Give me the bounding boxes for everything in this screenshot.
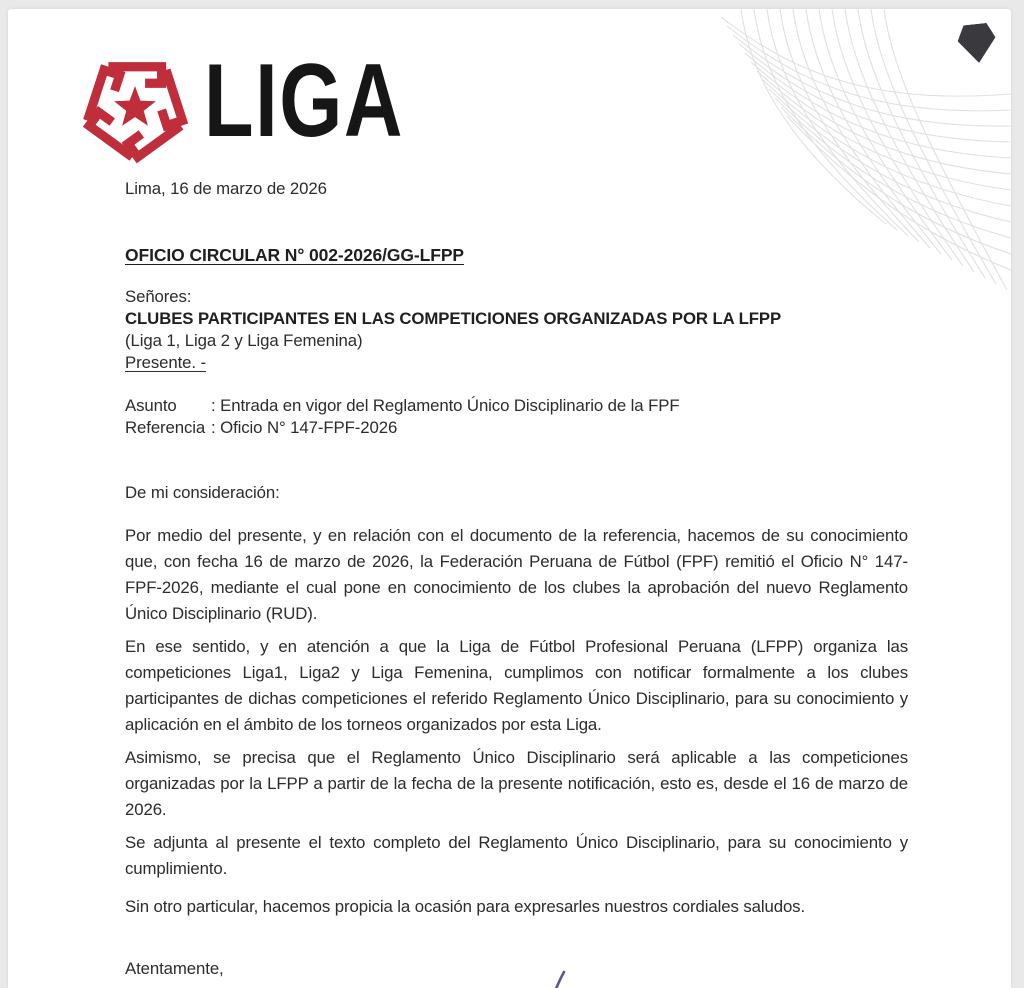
greeting-line: De mi consideración: [125, 483, 280, 502]
asunto-label: Asunto [125, 396, 177, 415]
signature-stroke [544, 959, 584, 988]
body-paragraph: En ese sentido, y en atención a que la Liga de Fútbol Profesional Peruana (LFPP) organiza las competiciones Liga1, Liga2 y Liga Femenina, cumplimos con notificar formalmente a los clubes participantes de dichas competiciones el referido Reglamento Único Disciplinario, para su conocimiento y aplicación en el ámbito de los torneos organizados por esta Liga. [125, 637, 908, 734]
date-line: Lima, 16 de marzo de 2026 [125, 179, 327, 198]
letter-content [125, 9, 908, 982]
asunto-row [125, 395, 908, 417]
logo-wordmark: LIGA [204, 43, 405, 159]
closing-line: Atentamente, [125, 959, 224, 978]
asunto-value: : Entrada en vigor del Reglamento Único Disciplinario de la FPF [211, 396, 680, 415]
referencia-value: : Oficio N° 147-FPF-2026 [211, 418, 398, 437]
reference-block [125, 395, 908, 439]
pentagon-badge-icon [956, 22, 998, 65]
addressee-presente: Presente. - [125, 353, 206, 372]
body-paragraph: Sin otro particular, hacemos propicia la ocasión para expresarles nuestros cordiales saludos. [125, 897, 806, 916]
referencia-row [125, 417, 908, 439]
addressee-block [125, 286, 908, 374]
oficio-heading: OFICIO CIRCULAR N° 002-2026/GG-LFPP [125, 245, 464, 265]
body-paragraph: Se adjunta al presente el texto completo del Reglamento Único Disciplinario, para su conocimiento y cumplimiento. [125, 833, 908, 878]
addressee-salutation: Señores: [125, 287, 192, 306]
addressee-name: CLUBES PARTICIPANTES EN LAS COMPETICIONES ORGANIZADAS POR LA LFPP [125, 309, 782, 328]
body-paragraph: Por medio del presente, y en relación con el documento de la referencia, hacemos de su conocimiento que, con fecha 16 de marzo de 2026, la Federación Peruana de Fútbol (FPF) remitió el Oficio N° 147-FPF-2026, mediante el cual pone en conocimiento de los clubes la aprobación del nuevo Reglamento Único Disciplinario (RUD). [125, 526, 908, 623]
referencia-label: Referencia [125, 418, 206, 437]
letter-page [8, 9, 1011, 988]
body-paragraph: Asimismo, se precisa que el Reglamento Único Disciplinario será aplicable a las competiciones organizadas por la LFPP a partir de la fecha de la presente notificación, esto es, desde el 16 de marzo de 2026. [125, 748, 908, 819]
addressee-detail: (Liga 1, Liga 2 y Liga Femenina) [125, 331, 363, 350]
